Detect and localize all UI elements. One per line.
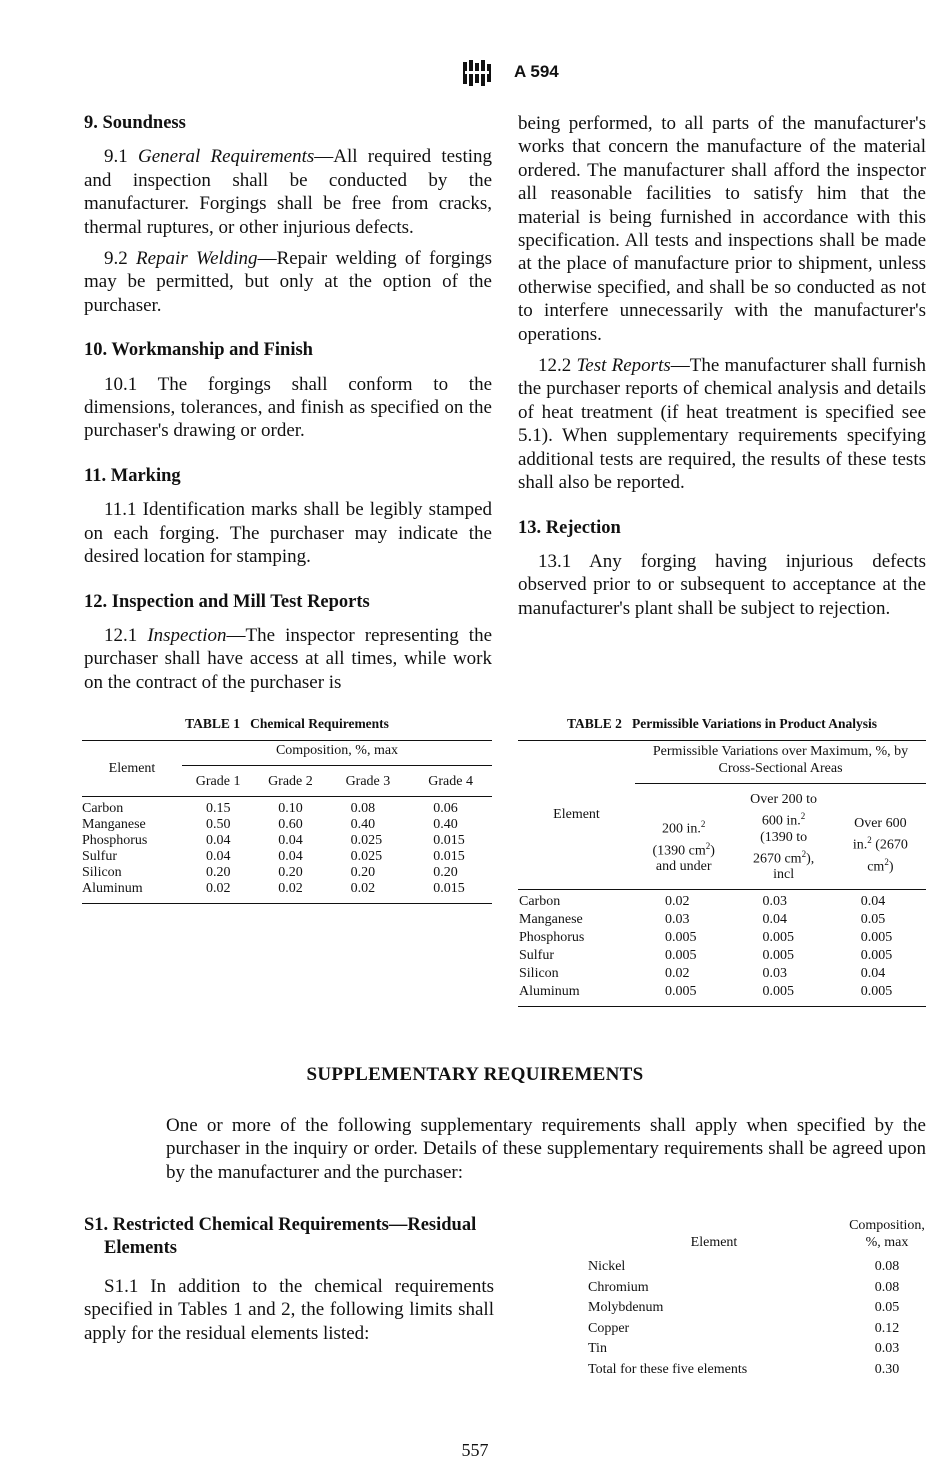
element-cell: Phosphorus — [519, 929, 585, 945]
table-row — [587, 1298, 933, 1319]
residual-elements-table — [587, 1216, 933, 1380]
table1-group-header: Composition, %, max — [182, 741, 492, 766]
element-cell: Molybdenum — [588, 1300, 664, 1315]
value-cell: 0.60 — [278, 816, 303, 832]
table1 — [82, 740, 492, 904]
value-cell: 0.015 — [433, 848, 465, 864]
value-cell: 0.025 — [350, 848, 383, 864]
table2 — [518, 740, 926, 1007]
value-cell: 0.03 — [665, 911, 690, 927]
table-row — [82, 881, 492, 904]
value-cell: 0.30 — [874, 1361, 900, 1377]
table-row — [587, 1339, 933, 1360]
value-cell: 0.05 — [874, 1300, 900, 1315]
para-10-1: 10.1 The forgings shall conform to the dimensions, tolerances, and finish as specified on the purchaser's drawing or order. — [84, 373, 492, 442]
table-row — [82, 849, 492, 865]
value-cell: 0.15 — [206, 800, 231, 816]
value-cell: 0.005 — [860, 983, 893, 999]
table-row — [518, 965, 926, 983]
value-cell: 0.08 — [874, 1259, 900, 1274]
table1-grade-header: Grade 3 — [345, 774, 391, 789]
section-9-title: 9. Soundness — [84, 113, 186, 133]
right-column — [518, 112, 926, 628]
table2-group-header: Permissible Variations over Maximum, %, by Cross-Sectional Areas — [635, 741, 926, 784]
para-9-1: 9.1 General Requirements—All required testing and inspection shall be conducted by the manufacturer. Forgings shall be free from cracks, thermal ruptures, or other injurious defects. — [84, 146, 493, 238]
element-cell: Carbon — [519, 893, 561, 909]
value-cell: 0.02 — [665, 965, 690, 981]
table-row — [82, 801, 492, 817]
table-row — [587, 1278, 933, 1299]
value-cell: 0.025 — [350, 832, 383, 848]
value-cell: 0.02 — [350, 880, 376, 896]
table1-caption: TABLE 1 Chemical Requirements — [185, 716, 389, 731]
value-cell: 0.12 — [874, 1320, 900, 1336]
residual-composition-header: Composition, %, max — [849, 1218, 925, 1250]
value-cell: 0.005 — [665, 983, 697, 999]
table-row — [518, 983, 926, 1007]
value-cell: 0.04 — [762, 911, 787, 927]
table2-col3-header: Over 600 in.$^2$ (2670 $cm^2$) — [852, 816, 908, 875]
value-cell: 0.20 — [206, 864, 231, 880]
table1-grade-header: Grade 2 — [268, 774, 313, 789]
value-cell: 0.005 — [665, 947, 697, 963]
element-cell: Silicon — [519, 965, 559, 981]
s1-1-paragraph: S1.1 In addition to the chemical requirements specified in Tables 1 and 2, the following limits shall apply for the residual elements listed: — [84, 1275, 494, 1344]
value-cell: 0.03 — [874, 1341, 900, 1356]
table-row — [518, 947, 926, 965]
para-11-1: 11.1 Identification marks shall be legibly stamped on each forging. The purchaser may indicate the desired location for stamping. — [84, 499, 492, 568]
value-cell: 0.02 — [665, 893, 690, 909]
s1-title: S1. Restricted Chemical Requirements—Residual Elements — [84, 1215, 477, 1259]
para-13-1: 13.1 Any forging having injurious defects observed prior to or subsequent to acceptance at the manufacturer's plant shall be subject to rejection. — [518, 550, 926, 619]
table-row — [82, 865, 492, 881]
element-cell: Total for these five elements — [588, 1361, 748, 1377]
table-row — [518, 893, 926, 911]
table2-caption: TABLE 2 Permissible Variations in Product Analysis — [566, 716, 878, 731]
table1-element-header: Element — [108, 760, 156, 776]
value-cell: 0.005 — [762, 947, 794, 963]
value-cell: 0.20 — [278, 864, 303, 880]
value-cell: 0.08 — [350, 800, 376, 816]
left-column — [84, 112, 492, 702]
document-code: A 594 — [514, 62, 559, 81]
element-cell: Manganese — [519, 911, 583, 927]
table2-col2-header: Over 200 to 600 in.$^2$ (1390 to 2670 $cm^2$), incl — [750, 792, 818, 883]
table-row — [82, 833, 492, 849]
table2-col1-header: 200 in.$^2$ (1390 $cm^2$) and under — [652, 819, 715, 875]
supplementary-title: SUPPLEMENTARY REQUIREMENTS — [306, 1064, 644, 1085]
value-cell: 0.04 — [860, 893, 886, 909]
element-cell: Aluminum — [82, 880, 143, 896]
table1-grade-header: Grade 1 — [195, 774, 241, 789]
value-cell: 0.005 — [860, 947, 893, 963]
value-cell: 0.40 — [350, 816, 376, 832]
para-9-2: 9.2 Repair Welding—Repair welding of forgings may be permitted, but only at the option of the purchaser. — [84, 248, 492, 316]
value-cell: 0.02 — [206, 880, 231, 896]
value-cell: 0.06 — [433, 800, 458, 816]
value-cell: 0.02 — [278, 880, 303, 896]
element-cell: Silicon — [82, 864, 122, 880]
table-row — [518, 911, 926, 929]
element-cell: Aluminum — [519, 983, 580, 999]
table-row — [587, 1319, 933, 1340]
value-cell: 0.03 — [762, 965, 787, 981]
value-cell: 0.05 — [860, 911, 886, 927]
value-cell: 0.04 — [278, 848, 303, 864]
value-cell: 0.40 — [433, 816, 458, 832]
table-row — [518, 929, 926, 947]
supplementary-intro: One or more of the following supplementary requirements shall apply when specified by the purchaser in the inquiry or order. Details of these supplementary requirements shall be agreed upon by the manufacturer and the purchaser: — [166, 1115, 926, 1183]
para-12-2: 12.2 Test Reports—The manufacturer shall furnish the purchaser reports of chemical analysis and details of heat treatment (if heat treatment is specified see 5.1). When supplementary requirements specifying additional tests are required, the results of these tests shall also be reported. — [518, 355, 926, 494]
value-cell: 0.04 — [206, 832, 231, 848]
value-cell: 0.04 — [278, 832, 303, 848]
residual-element-header: Element — [690, 1235, 738, 1250]
section-12-title: 12. Inspection and Mill Test Reports — [84, 591, 370, 612]
table-row — [587, 1257, 933, 1278]
s1-section — [84, 1214, 494, 1345]
element-cell: Phosphorus — [82, 832, 148, 848]
value-cell: 0.005 — [665, 929, 697, 945]
value-cell: 0.08 — [874, 1279, 900, 1295]
element-cell: Copper — [588, 1320, 630, 1336]
value-cell: 0.50 — [206, 816, 231, 832]
value-cell: 0.20 — [350, 864, 376, 880]
value-cell: 0.04 — [206, 848, 231, 864]
element-cell: Sulfur — [82, 848, 117, 864]
value-cell: 0.005 — [762, 983, 794, 999]
value-cell: 0.03 — [762, 893, 787, 909]
astm-logo-icon — [462, 60, 492, 86]
value-cell: 0.005 — [860, 929, 893, 945]
value-cell: 0.015 — [433, 832, 465, 848]
element-cell: Sulfur — [519, 947, 554, 963]
value-cell: 0.10 — [278, 800, 303, 816]
element-cell: Manganese — [82, 816, 146, 832]
table2-element-header: Element — [553, 807, 600, 823]
element-cell: Chromium — [588, 1279, 649, 1295]
section-13-title: 13. Rejection — [518, 517, 621, 538]
table-row — [587, 1360, 933, 1381]
element-cell: Carbon — [82, 800, 124, 816]
value-cell: 0.015 — [433, 880, 465, 896]
table1-grade-header: Grade 4 — [428, 774, 473, 789]
element-cell: Nickel — [588, 1259, 626, 1274]
value-cell: 0.20 — [433, 864, 458, 880]
para-12-1-continued: being performed, to all parts of the manufacturer's works that concern the manufacture of the material ordered. The manufacturer shall afford the inspector all reasonable facilities to satisfy him that the material is being furnished in accordance with this specification. All tests and inspections shall be made at the place of manufacture prior to shipment, unless otherwise specified, and shall be so conducted as not to interfere unnecessarily with the manufacturer's operations. — [518, 113, 926, 345]
element-cell: Tin — [588, 1341, 607, 1356]
value-cell: 0.005 — [762, 929, 794, 945]
page-number: 557 — [461, 1440, 489, 1460]
section-10-title: 10. Workmanship and Finish — [84, 340, 313, 361]
section-11-title: 11. Marking — [84, 465, 181, 486]
table-row — [82, 817, 492, 833]
value-cell: 0.04 — [860, 965, 886, 981]
para-12-1: 12.1 Inspection—The inspector representing the purchaser shall have access at all times, while work on the contract of the purchaser is — [84, 624, 492, 693]
